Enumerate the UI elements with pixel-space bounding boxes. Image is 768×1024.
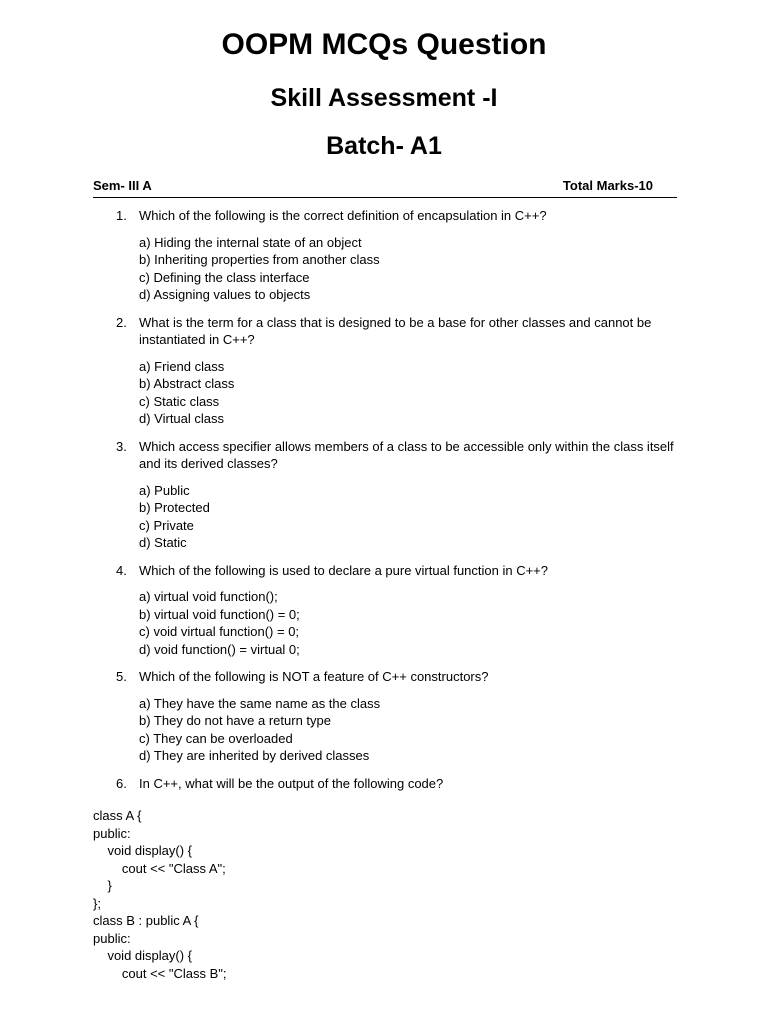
answer-options bbox=[139, 588, 678, 658]
code-line: void display() { bbox=[93, 843, 192, 858]
answer-option: d) Assigning values to objects bbox=[139, 287, 311, 302]
question-item bbox=[93, 314, 678, 428]
answer-option: b) virtual void function() = 0; bbox=[139, 606, 300, 622]
code-line: void display() { bbox=[93, 948, 192, 963]
code-line: } bbox=[93, 878, 112, 893]
question-number: 6. bbox=[116, 775, 127, 791]
question-number: 4. bbox=[116, 562, 127, 578]
question-item bbox=[93, 207, 678, 304]
answer-option: a) They have the same name as the class bbox=[139, 695, 381, 711]
question-item bbox=[93, 775, 678, 793]
code-line: public: bbox=[93, 825, 131, 841]
answer-option: c) They can be overloaded bbox=[139, 730, 293, 746]
answer-option: c) Private bbox=[139, 517, 194, 533]
batch-heading: Batch- A1 bbox=[326, 132, 442, 160]
question-number: 2. bbox=[116, 314, 127, 330]
answer-option: b) Abstract class bbox=[139, 376, 235, 391]
question-text: Which of the following is used to declare a pure virtual function in C++? bbox=[139, 562, 549, 578]
answer-option: c) Defining the class interface bbox=[139, 269, 310, 285]
total-marks-label: Total Marks-10 bbox=[562, 178, 653, 193]
semester-label: Sem- III A bbox=[93, 178, 152, 193]
exam-meta-row bbox=[93, 178, 677, 198]
document-title: OOPM MCQs Question bbox=[221, 28, 547, 61]
code-line: }; bbox=[93, 895, 101, 911]
answer-options bbox=[139, 482, 678, 552]
answer-option: a) virtual void function(); bbox=[139, 589, 278, 604]
answer-option: c) void virtual function() = 0; bbox=[139, 624, 300, 639]
answer-option: c) Static class bbox=[139, 393, 220, 409]
question-number: 3. bbox=[116, 438, 127, 454]
document-subtitle: Skill Assessment -I bbox=[270, 84, 498, 112]
answer-options bbox=[139, 234, 678, 304]
code-snippet bbox=[93, 807, 678, 982]
answer-option: d) void function() = virtual 0; bbox=[139, 641, 300, 657]
question-number: 5. bbox=[116, 669, 127, 684]
answer-option: b) Inheriting properties from another class bbox=[139, 252, 380, 267]
answer-option: d) They are inherited by derived classes bbox=[139, 748, 370, 763]
question-item bbox=[93, 438, 678, 552]
code-line: public: bbox=[93, 930, 131, 946]
question-text: In C++, what will be the output of the following code? bbox=[139, 775, 444, 791]
code-line: class B : public A { bbox=[93, 913, 199, 928]
answer-option: a) Hiding the internal state of an object bbox=[139, 234, 362, 250]
answer-option: a) Friend class bbox=[139, 358, 225, 374]
answer-options bbox=[139, 358, 678, 428]
code-line: cout << "Class B"; bbox=[93, 965, 227, 981]
question-list bbox=[93, 207, 678, 802]
answer-option: a) Public bbox=[139, 482, 190, 498]
question-text: Which of the following is the correct definition of encapsulation in C++? bbox=[139, 208, 547, 223]
question-number: 1. bbox=[116, 208, 127, 223]
answer-option: d) Virtual class bbox=[139, 411, 225, 426]
question-text: What is the term for a class that is designed to be a base for other classes and cannot be instantiated in C++? bbox=[139, 314, 652, 347]
code-line: cout << "Class A"; bbox=[93, 860, 226, 876]
question-text: Which access specifier allows members of a class to be accessible only within the class itself and its derived classes? bbox=[139, 438, 674, 471]
answer-option: d) Static bbox=[139, 535, 187, 550]
code-line: class A { bbox=[93, 808, 142, 823]
answer-option: b) Protected bbox=[139, 500, 210, 515]
answer-option: b) They do not have a return type bbox=[139, 713, 331, 728]
question-item bbox=[93, 668, 678, 765]
answer-options bbox=[139, 695, 678, 765]
question-item bbox=[93, 562, 678, 659]
question-text: Which of the following is NOT a feature of C++ constructors? bbox=[139, 669, 489, 684]
